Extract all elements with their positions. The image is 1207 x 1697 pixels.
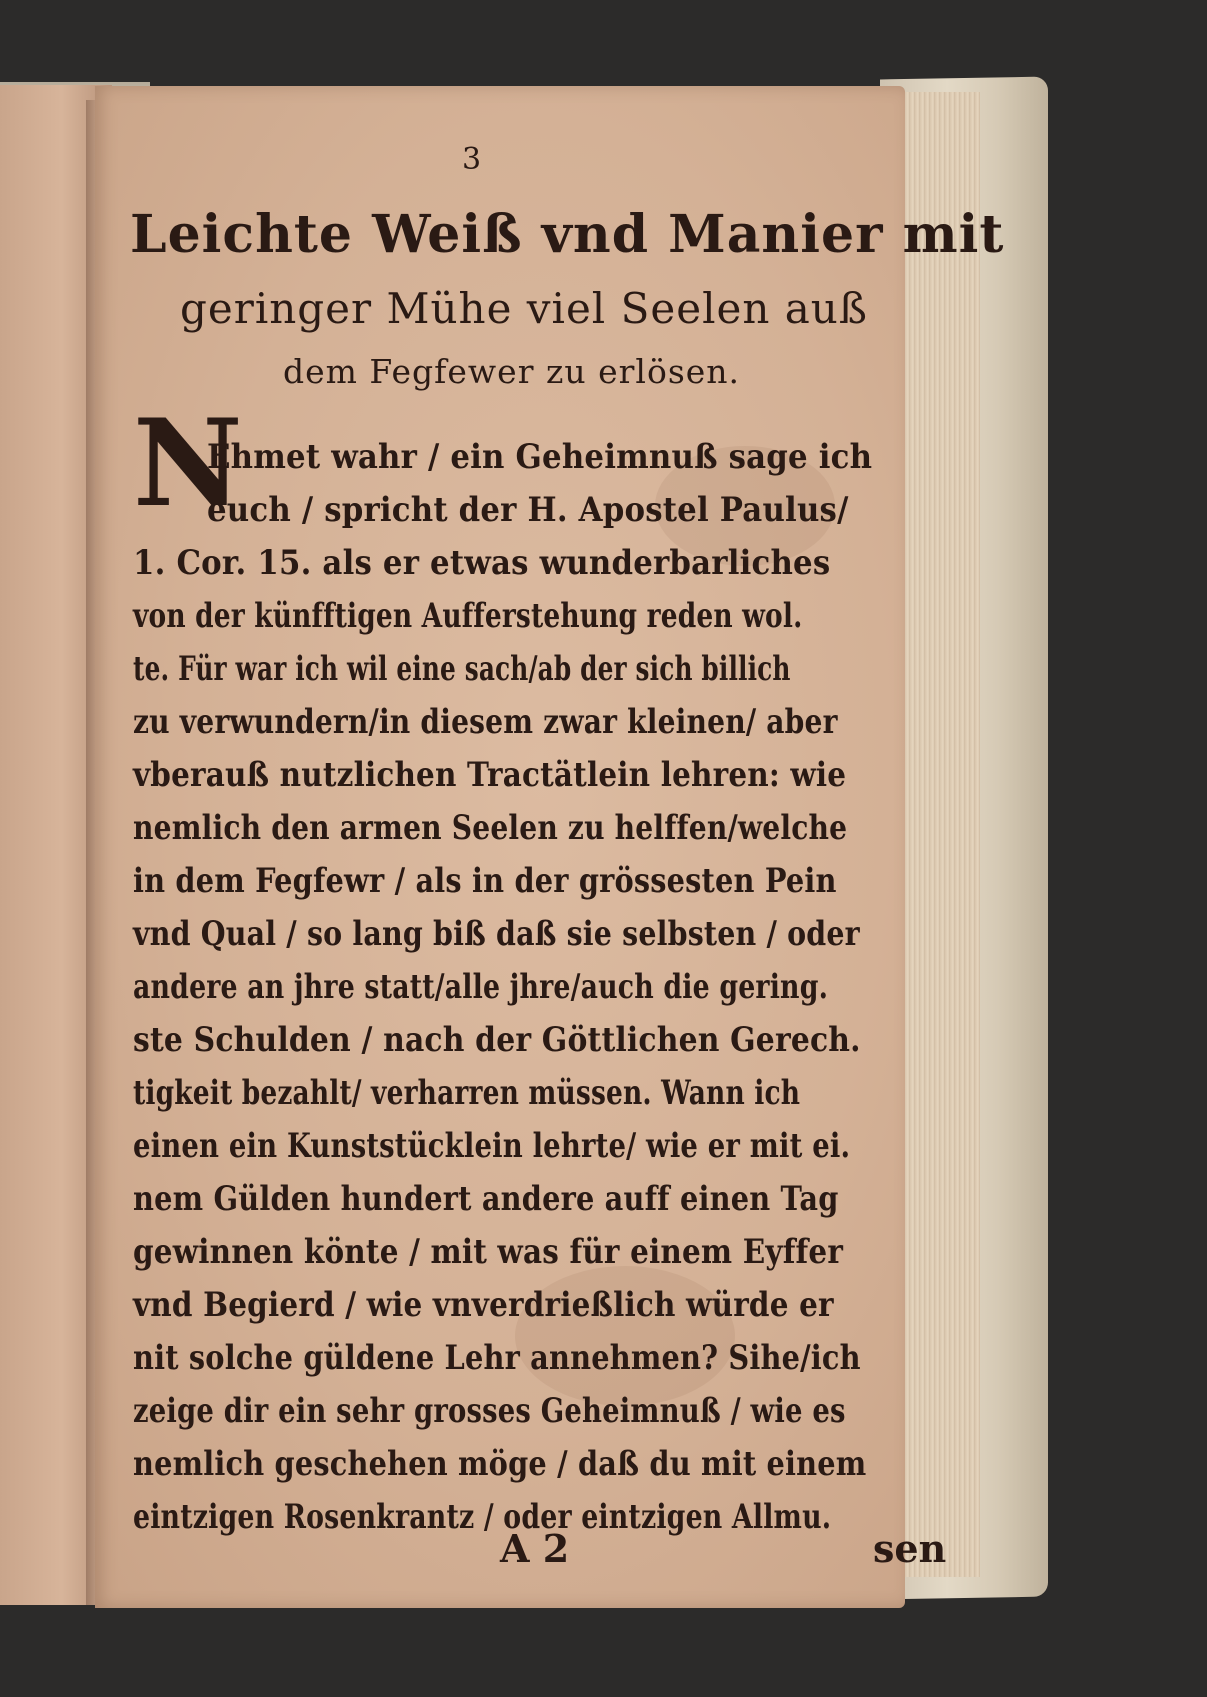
- body-line-12: ste Schulden / nach der Göttlichen Gerech.: [133, 1020, 861, 1059]
- body-line-16: gewinnen könte / mit was für einem Eyffer: [133, 1232, 844, 1271]
- book-page: [95, 86, 1005, 1608]
- catchword: sen: [873, 1526, 947, 1571]
- drop-capital: N: [133, 393, 243, 534]
- title-line-3: dem Fegfewer zu erlösen.: [283, 352, 741, 391]
- body-line-6: zu verwundern/in diesem zwar kleinen/ aber: [133, 702, 838, 741]
- body-line-21: eintzigen Rosenkrantz / oder eintzigen Allmu.: [133, 1497, 832, 1536]
- page-number: 3: [462, 142, 482, 177]
- title-line-2: geringer Mühe viel Seelen auß: [180, 284, 868, 333]
- body-line-1: Ehmet wahr / ein Geheimnuß sage ich: [207, 437, 873, 476]
- body-line-15: nem Gülden hundert andere auff einen Tag: [133, 1179, 839, 1218]
- body-line-13: tigkeit bezahlt/ verharren müssen. Wann ich: [133, 1073, 801, 1112]
- body-line-17: vnd Begierd / wie vnverdrießlich würde er: [133, 1285, 834, 1324]
- body-line-20: nemlich geschehen möge / daß du mit einem: [133, 1444, 867, 1483]
- body-line-18: nit solche güldene Lehr annehmen? Sihe/ich: [133, 1338, 861, 1377]
- signature-mark: A 2: [500, 1526, 570, 1571]
- body-line-5: te. Für war ich wil eine sach/ab der sich billich: [133, 649, 791, 688]
- body-line-7: vberauß nutzlichen Tractätlein lehren: wie: [133, 755, 847, 794]
- title-line-1: Leichte Weiß vnd Manier mit: [130, 204, 1005, 265]
- body-line-3: 1. Cor. 15. als er etwas wunderbarliches: [133, 543, 831, 582]
- body-line-19: zeige dir ein sehr grosses Geheimnuß / wie es: [133, 1391, 846, 1430]
- body-line-2: euch / spricht der H. Apostel Paulus/: [207, 490, 849, 529]
- body-line-4: von der künfftigen Aufferstehung reden wol.: [133, 596, 803, 635]
- body-line-11: andere an jhre statt/alle jhre/auch die gering.: [133, 967, 829, 1006]
- body-line-10: vnd Qual / so lang biß daß sie selbsten / oder: [133, 914, 860, 953]
- body-line-8: nemlich den armen Seelen zu helffen/welche: [133, 808, 848, 847]
- body-line-9: in dem Fegfewr / als in der grössesten Pein: [133, 861, 837, 900]
- body-line-14: einen ein Kunststücklein lehrte/ wie er mit ei.: [133, 1126, 851, 1165]
